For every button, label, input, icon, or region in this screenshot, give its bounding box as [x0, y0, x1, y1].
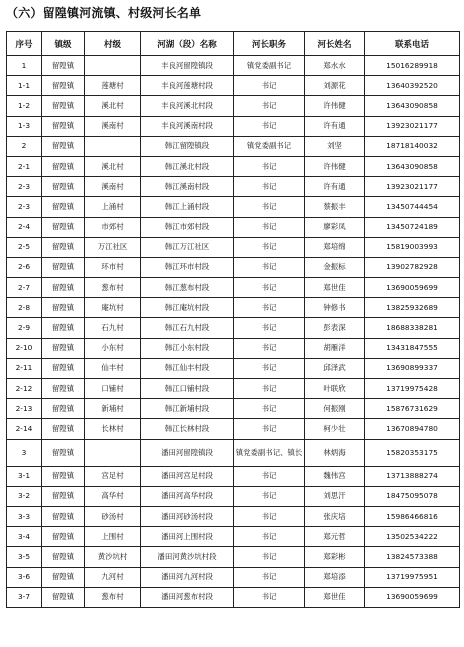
cell-chief-duty: 书记: [234, 177, 305, 197]
document-title: （六）留隍镇河流镇、村级河长名单: [6, 6, 202, 20]
cell-index: 3-3: [7, 506, 42, 526]
cell-village: [85, 439, 141, 466]
cell-chief-name: 郑世佳: [305, 278, 365, 298]
cell-phone: 13670894780: [365, 419, 460, 439]
cell-river-name: 丰良河溪北村段: [141, 96, 234, 116]
cell-chief-name: 金振标: [305, 257, 365, 277]
cell-chief-name: 郑水水: [305, 56, 365, 76]
cell-town: 留隍镇: [42, 156, 85, 176]
cell-chief-duty: 书记: [234, 156, 305, 176]
cell-river-name: 韩江新埔村段: [141, 399, 234, 419]
cell-village: 庵坑村: [85, 298, 141, 318]
table-row: [7, 56, 460, 76]
cell-chief-duty: 镇党委副书记: [234, 56, 305, 76]
cell-phone: 13431847555: [365, 338, 460, 358]
cell-chief-name: 钟修书: [305, 298, 365, 318]
cell-village: 长林村: [85, 419, 141, 439]
cell-chief-duty: 书记: [234, 197, 305, 217]
cell-phone: 13719975428: [365, 379, 460, 399]
cell-phone: 15016289918: [365, 56, 460, 76]
cell-chief-name: 胡雁洋: [305, 338, 365, 358]
cell-river-name: 潘田河上围村段: [141, 527, 234, 547]
cell-river-name: 韩江仙丰村段: [141, 358, 234, 378]
cell-village: 上涌村: [85, 197, 141, 217]
cell-river-name: 韩江环市村段: [141, 257, 234, 277]
cell-chief-duty: 书记: [234, 567, 305, 587]
cell-chief-name: 许有通: [305, 116, 365, 136]
cell-river-name: 韩江葱布村段: [141, 278, 234, 298]
cell-river-name: 潘田河留隍镇段: [141, 439, 234, 466]
cell-village: [85, 56, 141, 76]
table-row: [7, 257, 460, 277]
cell-chief-name: 刘源花: [305, 76, 365, 96]
table-row: [7, 379, 460, 399]
cell-chief-name: 郑培绵: [305, 237, 365, 257]
cell-village: 黄沙坑村: [85, 547, 141, 567]
cell-chief-duty: 书记: [234, 399, 305, 419]
table-row: [7, 298, 460, 318]
cell-index: 3-4: [7, 527, 42, 547]
cell-chief-duty: 书记: [234, 587, 305, 607]
cell-chief-duty: 书记: [234, 466, 305, 486]
table-row: [7, 217, 460, 237]
cell-town: 留隍镇: [42, 527, 85, 547]
cell-chief-name: 郑元哲: [305, 527, 365, 547]
header-index: 序号: [7, 32, 42, 56]
river-chief-table: [6, 31, 460, 608]
cell-town: 留隍镇: [42, 547, 85, 567]
cell-chief-duty: 镇党委副书记、镇长: [234, 439, 305, 466]
cell-town: 留隍镇: [42, 56, 85, 76]
table-row: [7, 486, 460, 506]
table-row: [7, 177, 460, 197]
cell-phone: 13923021177: [365, 177, 460, 197]
cell-town: 留隍镇: [42, 419, 85, 439]
cell-index: 2-1: [7, 156, 42, 176]
cell-index: 1-1: [7, 76, 42, 96]
cell-phone: 13643090858: [365, 96, 460, 116]
cell-phone: 13923021177: [365, 116, 460, 136]
cell-index: 3-1: [7, 466, 42, 486]
cell-chief-name: 许有通: [305, 177, 365, 197]
cell-phone: 18718140032: [365, 136, 460, 156]
cell-index: 2: [7, 136, 42, 156]
cell-index: 2-5: [7, 237, 42, 257]
table-row: [7, 197, 460, 217]
cell-chief-name: 柯少壮: [305, 419, 365, 439]
cell-index: 2-8: [7, 298, 42, 318]
cell-town: 留隍镇: [42, 197, 85, 217]
cell-phone: 15819003993: [365, 237, 460, 257]
cell-index: 2-3: [7, 177, 42, 197]
cell-town: 留隍镇: [42, 237, 85, 257]
cell-village: 市郊村: [85, 217, 141, 237]
cell-river-name: 韩江万江社区: [141, 237, 234, 257]
header-chief-duty: 河长职务: [234, 32, 305, 56]
cell-phone: 13450724189: [365, 217, 460, 237]
cell-village: 葱布村: [85, 587, 141, 607]
cell-town: 留隍镇: [42, 76, 85, 96]
cell-village: 砂汤村: [85, 506, 141, 526]
cell-phone: 15820353175: [365, 439, 460, 466]
cell-town: 留隍镇: [42, 96, 85, 116]
table-row: [7, 76, 460, 96]
cell-chief-duty: 书记: [234, 379, 305, 399]
cell-river-name: 韩江庵坑村段: [141, 298, 234, 318]
table-header-row: [7, 32, 460, 56]
cell-phone: 15876731629: [365, 399, 460, 419]
cell-index: 2-10: [7, 338, 42, 358]
cell-chief-duty: 镇党委副书记: [234, 136, 305, 156]
cell-index: 2-9: [7, 318, 42, 338]
cell-river-name: 潘田河高华村段: [141, 486, 234, 506]
cell-index: 2-14: [7, 419, 42, 439]
cell-river-name: 潘田河黄沙坑村段: [141, 547, 234, 567]
cell-chief-duty: 书记: [234, 318, 305, 338]
cell-index: 2-6: [7, 257, 42, 277]
cell-chief-duty: 书记: [234, 116, 305, 136]
cell-chief-duty: 书记: [234, 506, 305, 526]
cell-chief-duty: 书记: [234, 96, 305, 116]
cell-town: 留隍镇: [42, 358, 85, 378]
cell-river-name: 韩江小东村段: [141, 338, 234, 358]
cell-chief-name: 林炳海: [305, 439, 365, 466]
cell-index: 3-2: [7, 486, 42, 506]
cell-town: 留隍镇: [42, 379, 85, 399]
cell-village: 环市村: [85, 257, 141, 277]
cell-chief-name: 彭表深: [305, 318, 365, 338]
cell-chief-name: 魏伟宫: [305, 466, 365, 486]
cell-town: 留隍镇: [42, 399, 85, 419]
cell-phone: 13719975951: [365, 567, 460, 587]
cell-town: 留隍镇: [42, 177, 85, 197]
cell-river-name: 韩江溪北村段: [141, 156, 234, 176]
cell-chief-name: 蔡振丰: [305, 197, 365, 217]
cell-index: 2-3: [7, 197, 42, 217]
cell-village: 溪北村: [85, 156, 141, 176]
header-chief-name: 河长姓名: [305, 32, 365, 56]
cell-river-name: 潘田河九河村段: [141, 567, 234, 587]
cell-index: 3-7: [7, 587, 42, 607]
cell-chief-duty: 书记: [234, 419, 305, 439]
table-row: [7, 419, 460, 439]
cell-village: 溪北村: [85, 96, 141, 116]
table-row: [7, 439, 460, 466]
cell-chief-name: 刘坚: [305, 136, 365, 156]
cell-chief-name: 何振刚: [305, 399, 365, 419]
table-row: [7, 399, 460, 419]
cell-river-name: 丰良河莲塘村段: [141, 76, 234, 96]
cell-town: 留隍镇: [42, 466, 85, 486]
cell-phone: 18475095078: [365, 486, 460, 506]
cell-chief-duty: 书记: [234, 257, 305, 277]
cell-town: 留隍镇: [42, 217, 85, 237]
table-row: [7, 567, 460, 587]
header-town-level: 镇级: [42, 32, 85, 56]
cell-phone: 13690059699: [365, 587, 460, 607]
cell-town: 留隍镇: [42, 506, 85, 526]
table-row: [7, 506, 460, 526]
cell-phone: 15986466816: [365, 506, 460, 526]
cell-town: 留隍镇: [42, 338, 85, 358]
cell-chief-duty: 书记: [234, 237, 305, 257]
cell-village: 上围村: [85, 527, 141, 547]
cell-town: 留隍镇: [42, 116, 85, 136]
cell-index: 3-5: [7, 547, 42, 567]
cell-river-name: 韩江石九村段: [141, 318, 234, 338]
cell-village: 小东村: [85, 338, 141, 358]
cell-village: 莲塘村: [85, 76, 141, 96]
cell-town: 留隍镇: [42, 439, 85, 466]
table-row: [7, 136, 460, 156]
cell-town: 留隍镇: [42, 318, 85, 338]
cell-village: 高华村: [85, 486, 141, 506]
cell-phone: 18688338281: [365, 318, 460, 338]
cell-river-name: 韩江溪南村段: [141, 177, 234, 197]
table-row: [7, 466, 460, 486]
cell-chief-name: 刘思汗: [305, 486, 365, 506]
cell-index: 1: [7, 56, 42, 76]
cell-phone: 13713888274: [365, 466, 460, 486]
cell-river-name: 潘田河砂汤村段: [141, 506, 234, 526]
cell-village: 口铺村: [85, 379, 141, 399]
cell-town: 留隍镇: [42, 587, 85, 607]
table-row: [7, 527, 460, 547]
cell-river-name: 韩江长林村段: [141, 419, 234, 439]
cell-chief-duty: 书记: [234, 217, 305, 237]
cell-chief-name: 郑世佳: [305, 587, 365, 607]
cell-river-name: 丰良河溪南村段: [141, 116, 234, 136]
cell-index: 2-7: [7, 278, 42, 298]
cell-village: 宫足村: [85, 466, 141, 486]
cell-chief-duty: 书记: [234, 527, 305, 547]
table-body: [7, 56, 460, 608]
cell-chief-name: 郑彩彬: [305, 547, 365, 567]
cell-chief-name: 廖彩凤: [305, 217, 365, 237]
table-row: [7, 96, 460, 116]
cell-chief-duty: 书记: [234, 547, 305, 567]
cell-village: 万江社区: [85, 237, 141, 257]
cell-index: 3: [7, 439, 42, 466]
cell-phone: 13640392520: [365, 76, 460, 96]
cell-phone: 13902782928: [365, 257, 460, 277]
cell-chief-duty: 书记: [234, 358, 305, 378]
header-river-name: 河湖（段）名称: [141, 32, 234, 56]
cell-village: 溪南村: [85, 177, 141, 197]
table-row: [7, 237, 460, 257]
cell-chief-duty: 书记: [234, 338, 305, 358]
cell-index: 2-11: [7, 358, 42, 378]
cell-index: 2-12: [7, 379, 42, 399]
cell-river-name: 韩江留隍镇段: [141, 136, 234, 156]
cell-phone: 13450744454: [365, 197, 460, 217]
cell-village: 石九村: [85, 318, 141, 338]
cell-chief-duty: 书记: [234, 278, 305, 298]
cell-town: 留隍镇: [42, 298, 85, 318]
table-row: [7, 587, 460, 607]
cell-village: [85, 136, 141, 156]
cell-village: 葱布村: [85, 278, 141, 298]
cell-index: 1-2: [7, 96, 42, 116]
cell-phone: 13825932689: [365, 298, 460, 318]
cell-chief-duty: 书记: [234, 486, 305, 506]
cell-river-name: 潘田河宫足村段: [141, 466, 234, 486]
cell-index: 2-4: [7, 217, 42, 237]
cell-river-name: 韩江上涌村段: [141, 197, 234, 217]
cell-river-name: 韩江市郊村段: [141, 217, 234, 237]
header-phone: 联系电话: [365, 32, 460, 56]
cell-chief-name: 许伟健: [305, 96, 365, 116]
table-row: [7, 318, 460, 338]
cell-index: 3-6: [7, 567, 42, 587]
cell-chief-duty: 书记: [234, 76, 305, 96]
cell-river-name: 韩江口铺村段: [141, 379, 234, 399]
cell-chief-name: 邱泽武: [305, 358, 365, 378]
cell-phone: 13824573388: [365, 547, 460, 567]
cell-village: 九河村: [85, 567, 141, 587]
cell-chief-duty: 书记: [234, 298, 305, 318]
cell-town: 留隍镇: [42, 567, 85, 587]
cell-town: 留隍镇: [42, 486, 85, 506]
cell-chief-name: 郑培添: [305, 567, 365, 587]
cell-phone: 13643090858: [365, 156, 460, 176]
table-row: [7, 547, 460, 567]
cell-town: 留隍镇: [42, 278, 85, 298]
cell-chief-name: 叶联欣: [305, 379, 365, 399]
cell-river-name: 潘田河葱布村段: [141, 587, 234, 607]
cell-phone: 13690059699: [365, 278, 460, 298]
cell-index: 1-3: [7, 116, 42, 136]
header-village-level: 村级: [85, 32, 141, 56]
cell-town: 留隍镇: [42, 257, 85, 277]
cell-phone: 13690899337: [365, 358, 460, 378]
table-row: [7, 116, 460, 136]
cell-chief-name: 许伟健: [305, 156, 365, 176]
table-row: [7, 358, 460, 378]
table-row: [7, 338, 460, 358]
cell-phone: 13502534222: [365, 527, 460, 547]
cell-village: 溪南村: [85, 116, 141, 136]
cell-town: 留隍镇: [42, 136, 85, 156]
cell-river-name: 丰良河留隍镇段: [141, 56, 234, 76]
cell-village: 仙丰村: [85, 358, 141, 378]
table-row: [7, 156, 460, 176]
cell-village: 新埔村: [85, 399, 141, 419]
cell-chief-name: 张庆培: [305, 506, 365, 526]
table-row: [7, 278, 460, 298]
cell-index: 2-13: [7, 399, 42, 419]
